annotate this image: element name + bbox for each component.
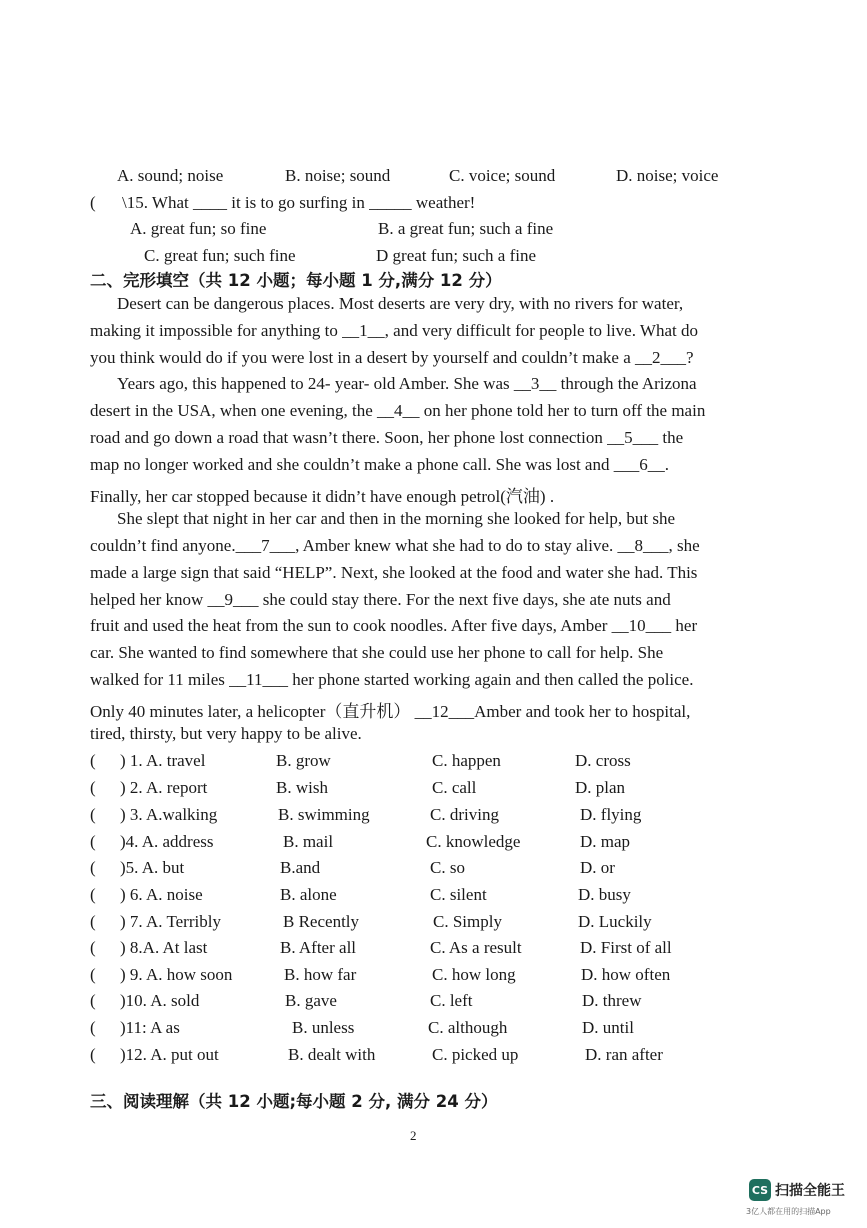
q15-option-c: C. great fun; such fine	[144, 246, 296, 265]
option-b: B. unless	[292, 1018, 355, 1037]
option-c: C. left	[430, 991, 473, 1010]
option-c: C. how long	[432, 965, 516, 984]
option-a: ) 6. A. noise	[120, 885, 203, 904]
option-d: D. flying	[580, 805, 642, 824]
passage-line: map no longer worked and she couldn’t make a phone call. She was lost and ___6__.	[90, 455, 669, 474]
q14-option-d: D. noise; voice	[616, 166, 719, 185]
passage-line: walked for 11 miles __11___ her phone started working again and then called the police.	[90, 670, 694, 689]
cloze-passage	[90, 294, 750, 754]
q14-option-c: C. voice; sound	[449, 166, 556, 185]
option-d: D. how often	[581, 965, 671, 984]
watermark-app-name: 扫描全能王	[775, 1183, 845, 1199]
option-d: D. Luckily	[578, 912, 652, 931]
q15-option-b: B. a great fun; such a fine	[378, 219, 554, 238]
page-number: 2	[410, 1128, 417, 1143]
passage-line: tired, thirsty, but very happy to be alive.	[90, 724, 362, 743]
option-a: ) 1. A. travel	[120, 751, 206, 770]
option-c: C. knowledge	[426, 832, 521, 851]
option-c: C. happen	[432, 751, 501, 770]
option-a: ) 7. A. Terribly	[120, 912, 221, 931]
answer-paren: (	[90, 885, 96, 904]
option-a: )10. A. sold	[120, 991, 200, 1010]
section-3-heading: 三、阅读理解（共 12 小题;每小题 2 分, 满分 24 分）	[90, 1092, 498, 1111]
passage-line: you think would do if you were lost in a desert by yourself and couldn’t make a __2___?	[90, 348, 694, 367]
answer-paren: (	[90, 858, 96, 877]
passage-line: Years ago, this happened to 24- year- old Amber. She was __3__ through the Arizona	[117, 374, 697, 393]
answer-paren: (	[90, 805, 96, 824]
option-d: D. until	[582, 1018, 634, 1037]
option-d: D. First of all	[580, 938, 672, 957]
answer-paren: (	[90, 1018, 96, 1037]
option-c: C. As a result	[430, 938, 522, 957]
answer-paren: (	[90, 778, 96, 797]
option-c: C. silent	[430, 885, 487, 904]
option-c: C. Simply	[433, 912, 502, 931]
q15-stem: \15. What ____ it is to go surfing in _____ weather!	[122, 193, 476, 212]
passage-line: car. She wanted to find somewhere that she could use her phone to call for help. She	[90, 643, 664, 662]
answer-paren: (	[90, 832, 96, 851]
answer-paren: (	[90, 938, 96, 957]
option-d: D. or	[580, 858, 615, 877]
passage-line: Desert can be dangerous places. Most deserts are very dry, with no rivers for water,	[117, 294, 684, 313]
q14-option-b: B. noise; sound	[285, 166, 391, 185]
q15-answer-paren: (	[90, 193, 96, 212]
passage-line: fruit and used the heat from the sun to cook noodles. After five days, Amber __10___ her	[90, 616, 698, 635]
passage-line: She slept that night in her car and then in the morning she looked for help, but she	[117, 509, 676, 528]
option-b: B. alone	[280, 885, 337, 904]
option-d: D. busy	[578, 885, 631, 904]
passage-line: made a large sign that said “HELP”. Next, she looked at the food and water she had. This	[90, 563, 698, 582]
option-c: C. so	[430, 858, 465, 877]
watermark-tagline: 3亿人都在用的扫描App	[746, 1207, 831, 1216]
option-d: D. ran after	[585, 1045, 663, 1064]
option-c: C. call	[432, 778, 477, 797]
option-d: D. plan	[575, 778, 626, 797]
answer-paren: (	[90, 965, 96, 984]
q14-option-a: A. sound; noise	[117, 166, 224, 185]
option-c: C. picked up	[432, 1045, 519, 1064]
option-a: ) 8.A. At last	[120, 938, 208, 957]
answer-paren: (	[90, 912, 96, 931]
q15-option-a: A. great fun; so fine	[130, 219, 267, 238]
passage-line: desert in the USA, when one evening, the __4__ on her phone told her to turn off the main	[90, 401, 706, 420]
section-2-heading: 二、完形填空（共 12 小题；每小题 1 分,满分 12 分）	[90, 271, 502, 290]
option-b: B. grow	[276, 751, 331, 770]
option-a: ) 2. A. report	[120, 778, 208, 797]
passage-line: making it impossible for anything to __1__, and very difficult for people to live. What do	[90, 321, 698, 340]
option-b: B.and	[280, 858, 321, 877]
option-b: B. gave	[285, 991, 337, 1010]
answer-paren: (	[90, 751, 96, 770]
option-c: C. although	[428, 1018, 508, 1037]
passage-line: road and go down a road that wasn’t there. Soon, her phone lost connection __5___ the	[90, 428, 684, 447]
scanner-watermark	[749, 1179, 845, 1201]
answer-paren: (	[90, 1045, 96, 1064]
option-d: D. cross	[575, 751, 631, 770]
option-a: )5. A. but	[120, 858, 185, 877]
answer-paren: (	[90, 991, 96, 1010]
option-d: D. threw	[582, 991, 642, 1010]
option-a: )12. A. put out	[120, 1045, 219, 1064]
option-a: ) 9. A. how soon	[120, 965, 233, 984]
option-b: B. After all	[280, 938, 357, 957]
option-b: B. dealt with	[288, 1045, 376, 1064]
option-a: ) 3. A.walking	[120, 805, 218, 824]
option-a: )4. A. address	[120, 832, 214, 851]
option-a: )11: A as	[120, 1018, 180, 1037]
option-b: B. swimming	[278, 805, 370, 824]
passage-line: Only 40 minutes later, a helicopter（直升机） __12___Amber and took her to hospital,	[90, 702, 691, 721]
option-d: D. map	[580, 832, 631, 851]
passage-line: helped her know __9___ she could stay there. For the next five days, she ate nuts and	[90, 590, 671, 609]
option-b: B Recently	[283, 912, 360, 931]
option-b: B. mail	[283, 832, 334, 851]
camscanner-logo-icon: CS	[749, 1179, 771, 1201]
option-b: B. wish	[276, 778, 328, 797]
option-b: B. how far	[284, 965, 357, 984]
passage-line: couldn’t find anyone.___7___, Amber knew what she had to do to stay alive. __8___, she	[90, 536, 700, 555]
passage-line: Finally, her car stopped because it didn’t have enough petrol(汽油) .	[90, 487, 555, 506]
q15-option-d: D great fun; such a fine	[376, 246, 537, 265]
option-c: C. driving	[430, 805, 499, 824]
